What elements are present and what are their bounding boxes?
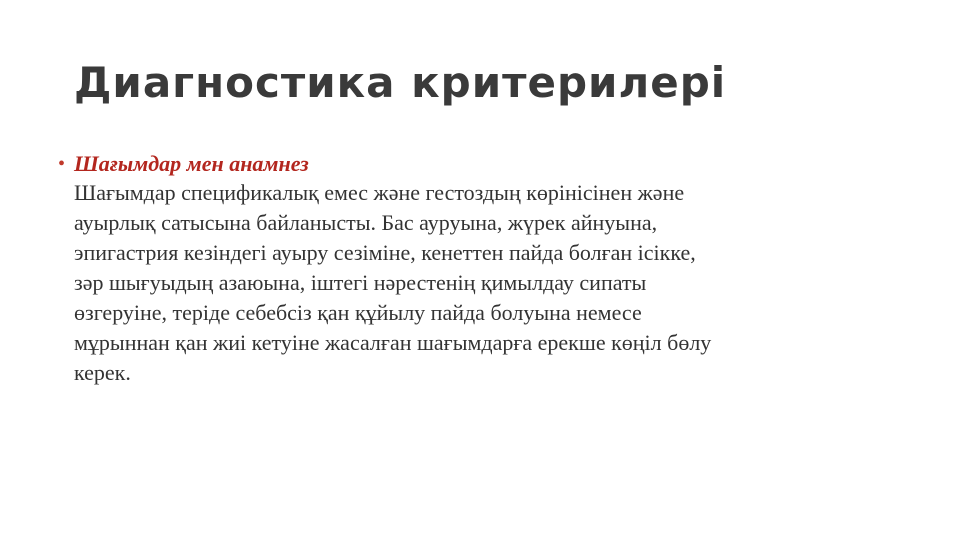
slide-title: Диагностика критерилері	[74, 58, 727, 107]
bullet-body	[74, 150, 908, 388]
body-line-3: эпигастрия кезіндегі ауыру сезіміне, кенеттен пайда болған ісікке,	[74, 240, 696, 265]
body-line-4: зәр шығуыдың азаюына, іштегі нәрестенің қимылдау сипаты	[74, 270, 647, 295]
body-line-6: мұрыннан қан жиі кетуіне жасалған шағымдарға ерекше көңіл бөлу	[74, 330, 712, 355]
body-line-5: өзгеруіне, теріде себебсіз қан құйылу пайда болуына немесе	[74, 300, 642, 325]
body-line-7: керек.	[74, 360, 131, 385]
slide-content	[58, 150, 908, 388]
body-line-1: Шағымдар спецификалық емес және гестоздың көрінісінен және	[74, 180, 685, 205]
bullet-marker: •	[58, 153, 66, 175]
bullet-item	[58, 150, 908, 388]
section-heading: Шағымдар мен анамнез	[74, 151, 309, 176]
body-line-2: ауырлық сатысына байланысты. Бас ауруына, жүрек айнуына,	[74, 210, 658, 235]
